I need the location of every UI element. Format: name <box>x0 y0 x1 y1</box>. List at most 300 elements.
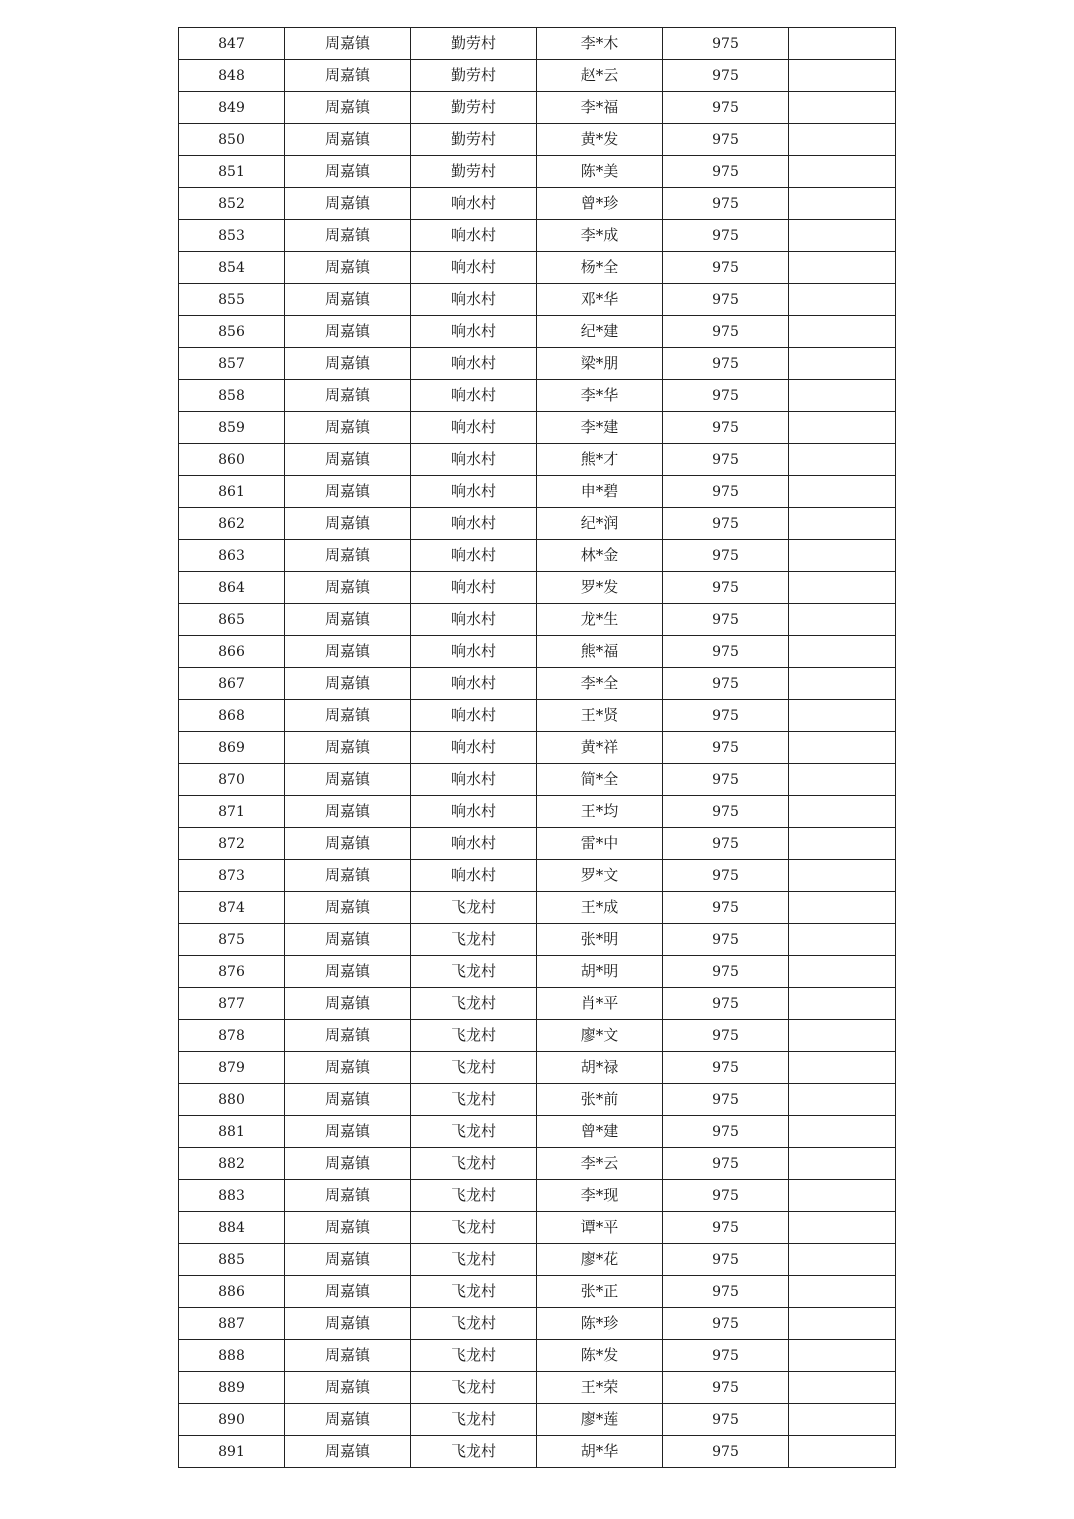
row-number-cell: 874 <box>179 892 285 924</box>
note-cell <box>789 92 896 124</box>
row-number-cell: 851 <box>179 156 285 188</box>
amount-cell: 975 <box>663 1148 789 1180</box>
note-cell <box>789 252 896 284</box>
note-cell <box>789 124 896 156</box>
row-number-cell: 885 <box>179 1244 285 1276</box>
town-cell: 周嘉镇 <box>285 924 411 956</box>
row-number-cell: 865 <box>179 604 285 636</box>
amount-cell: 975 <box>663 572 789 604</box>
row-number-cell: 875 <box>179 924 285 956</box>
table-row <box>179 700 896 732</box>
town-cell: 周嘉镇 <box>285 508 411 540</box>
table-row <box>179 252 896 284</box>
town-cell: 周嘉镇 <box>285 1340 411 1372</box>
table-row <box>179 828 896 860</box>
row-number-cell: 884 <box>179 1212 285 1244</box>
amount-cell: 975 <box>663 1180 789 1212</box>
name-cell: 雷*中 <box>537 828 663 860</box>
row-number-cell: 878 <box>179 1020 285 1052</box>
table-row <box>179 316 896 348</box>
village-cell: 勤劳村 <box>411 124 537 156</box>
village-cell: 飞龙村 <box>411 924 537 956</box>
village-cell: 响水村 <box>411 636 537 668</box>
name-cell: 曾*建 <box>537 1116 663 1148</box>
town-cell: 周嘉镇 <box>285 412 411 444</box>
amount-cell: 975 <box>663 956 789 988</box>
village-cell: 飞龙村 <box>411 1212 537 1244</box>
town-cell: 周嘉镇 <box>285 1276 411 1308</box>
note-cell <box>789 1084 896 1116</box>
table-row <box>179 124 896 156</box>
village-cell: 响水村 <box>411 732 537 764</box>
row-number-cell: 873 <box>179 860 285 892</box>
note-cell <box>789 1308 896 1340</box>
row-number-cell: 864 <box>179 572 285 604</box>
village-cell: 响水村 <box>411 316 537 348</box>
table-row <box>179 956 896 988</box>
table-row <box>179 1020 896 1052</box>
row-number-cell: 876 <box>179 956 285 988</box>
amount-cell: 975 <box>663 220 789 252</box>
note-cell <box>789 892 896 924</box>
amount-cell: 975 <box>663 28 789 60</box>
note-cell <box>789 1372 896 1404</box>
name-cell: 纪*建 <box>537 316 663 348</box>
village-cell: 响水村 <box>411 348 537 380</box>
amount-cell: 975 <box>663 1084 789 1116</box>
name-cell: 王*荣 <box>537 1372 663 1404</box>
name-cell: 胡*明 <box>537 956 663 988</box>
village-cell: 响水村 <box>411 188 537 220</box>
amount-cell: 975 <box>663 412 789 444</box>
name-cell: 李*全 <box>537 668 663 700</box>
village-cell: 响水村 <box>411 540 537 572</box>
note-cell <box>789 1244 896 1276</box>
town-cell: 周嘉镇 <box>285 28 411 60</box>
note-cell <box>789 764 896 796</box>
name-cell: 廖*花 <box>537 1244 663 1276</box>
amount-cell: 975 <box>663 1052 789 1084</box>
town-cell: 周嘉镇 <box>285 860 411 892</box>
note-cell <box>789 1276 896 1308</box>
row-number-cell: 879 <box>179 1052 285 1084</box>
village-cell: 响水村 <box>411 828 537 860</box>
town-cell: 周嘉镇 <box>285 60 411 92</box>
note-cell <box>789 668 896 700</box>
row-number-cell: 889 <box>179 1372 285 1404</box>
town-cell: 周嘉镇 <box>285 316 411 348</box>
name-cell: 熊*才 <box>537 444 663 476</box>
row-number-cell: 856 <box>179 316 285 348</box>
amount-cell: 975 <box>663 348 789 380</box>
amount-cell: 975 <box>663 668 789 700</box>
note-cell <box>789 156 896 188</box>
note-cell <box>789 540 896 572</box>
town-cell: 周嘉镇 <box>285 732 411 764</box>
row-number-cell: 891 <box>179 1436 285 1468</box>
amount-cell: 975 <box>663 924 789 956</box>
row-number-cell: 855 <box>179 284 285 316</box>
town-cell: 周嘉镇 <box>285 92 411 124</box>
town-cell: 周嘉镇 <box>285 1436 411 1468</box>
amount-cell: 975 <box>663 316 789 348</box>
village-cell: 飞龙村 <box>411 1020 537 1052</box>
name-cell: 李*华 <box>537 380 663 412</box>
village-cell: 飞龙村 <box>411 1116 537 1148</box>
name-cell: 陈*发 <box>537 1340 663 1372</box>
village-cell: 飞龙村 <box>411 1276 537 1308</box>
village-cell: 响水村 <box>411 380 537 412</box>
village-cell: 响水村 <box>411 252 537 284</box>
amount-cell: 975 <box>663 124 789 156</box>
village-cell: 勤劳村 <box>411 60 537 92</box>
beneficiary-table <box>178 27 896 1468</box>
town-cell: 周嘉镇 <box>285 1084 411 1116</box>
town-cell: 周嘉镇 <box>285 796 411 828</box>
table-row <box>179 1404 896 1436</box>
town-cell: 周嘉镇 <box>285 252 411 284</box>
note-cell <box>789 1020 896 1052</box>
note-cell <box>789 508 896 540</box>
table-row <box>179 860 896 892</box>
town-cell: 周嘉镇 <box>285 700 411 732</box>
name-cell: 龙*生 <box>537 604 663 636</box>
note-cell <box>789 924 896 956</box>
name-cell: 李*现 <box>537 1180 663 1212</box>
note-cell <box>789 1052 896 1084</box>
name-cell: 李*建 <box>537 412 663 444</box>
town-cell: 周嘉镇 <box>285 956 411 988</box>
note-cell <box>789 572 896 604</box>
row-number-cell: 867 <box>179 668 285 700</box>
note-cell <box>789 956 896 988</box>
note-cell <box>789 220 896 252</box>
amount-cell: 975 <box>663 1404 789 1436</box>
table-row <box>179 1436 896 1468</box>
amount-cell: 975 <box>663 92 789 124</box>
note-cell <box>789 476 896 508</box>
note-cell <box>789 732 896 764</box>
table-row <box>179 988 896 1020</box>
table-row <box>179 28 896 60</box>
name-cell: 黄*发 <box>537 124 663 156</box>
row-number-cell: 872 <box>179 828 285 860</box>
row-number-cell: 888 <box>179 1340 285 1372</box>
note-cell <box>789 1340 896 1372</box>
village-cell: 勤劳村 <box>411 92 537 124</box>
village-cell: 响水村 <box>411 220 537 252</box>
amount-cell: 975 <box>663 284 789 316</box>
table-row <box>179 1244 896 1276</box>
town-cell: 周嘉镇 <box>285 1020 411 1052</box>
village-cell: 响水村 <box>411 604 537 636</box>
town-cell: 周嘉镇 <box>285 444 411 476</box>
amount-cell: 975 <box>663 508 789 540</box>
amount-cell: 975 <box>663 604 789 636</box>
amount-cell: 975 <box>663 60 789 92</box>
table-row <box>179 412 896 444</box>
name-cell: 简*全 <box>537 764 663 796</box>
name-cell: 纪*润 <box>537 508 663 540</box>
name-cell: 王*均 <box>537 796 663 828</box>
table-row <box>179 732 896 764</box>
amount-cell: 975 <box>663 860 789 892</box>
amount-cell: 975 <box>663 1436 789 1468</box>
town-cell: 周嘉镇 <box>285 1404 411 1436</box>
note-cell <box>789 988 896 1020</box>
table-row <box>179 892 896 924</box>
table-row <box>179 444 896 476</box>
row-number-cell: 859 <box>179 412 285 444</box>
town-cell: 周嘉镇 <box>285 348 411 380</box>
name-cell: 王*成 <box>537 892 663 924</box>
name-cell: 申*碧 <box>537 476 663 508</box>
amount-cell: 975 <box>663 380 789 412</box>
table-row <box>179 508 896 540</box>
note-cell <box>789 284 896 316</box>
table-row <box>179 1276 896 1308</box>
table-row <box>179 476 896 508</box>
name-cell: 谭*平 <box>537 1212 663 1244</box>
row-number-cell: 858 <box>179 380 285 412</box>
table-row <box>179 284 896 316</box>
table-row <box>179 92 896 124</box>
village-cell: 飞龙村 <box>411 1308 537 1340</box>
village-cell: 勤劳村 <box>411 156 537 188</box>
row-number-cell: 850 <box>179 124 285 156</box>
name-cell: 林*金 <box>537 540 663 572</box>
name-cell: 熊*福 <box>537 636 663 668</box>
name-cell: 王*贤 <box>537 700 663 732</box>
name-cell: 李*云 <box>537 1148 663 1180</box>
table-body <box>179 28 896 1468</box>
town-cell: 周嘉镇 <box>285 892 411 924</box>
note-cell <box>789 860 896 892</box>
name-cell: 梁*朋 <box>537 348 663 380</box>
amount-cell: 975 <box>663 1116 789 1148</box>
village-cell: 飞龙村 <box>411 1180 537 1212</box>
table-row <box>179 1372 896 1404</box>
village-cell: 响水村 <box>411 476 537 508</box>
table-row <box>179 1212 896 1244</box>
table-row <box>179 220 896 252</box>
village-cell: 飞龙村 <box>411 1404 537 1436</box>
amount-cell: 975 <box>663 764 789 796</box>
note-cell <box>789 828 896 860</box>
note-cell <box>789 348 896 380</box>
name-cell: 李*福 <box>537 92 663 124</box>
village-cell: 飞龙村 <box>411 1372 537 1404</box>
town-cell: 周嘉镇 <box>285 572 411 604</box>
table-row <box>179 380 896 412</box>
note-cell <box>789 1180 896 1212</box>
town-cell: 周嘉镇 <box>285 636 411 668</box>
village-cell: 响水村 <box>411 572 537 604</box>
row-number-cell: 881 <box>179 1116 285 1148</box>
name-cell: 胡*华 <box>537 1436 663 1468</box>
note-cell <box>789 28 896 60</box>
row-number-cell: 883 <box>179 1180 285 1212</box>
row-number-cell: 860 <box>179 444 285 476</box>
note-cell <box>789 796 896 828</box>
row-number-cell: 849 <box>179 92 285 124</box>
row-number-cell: 866 <box>179 636 285 668</box>
row-number-cell: 868 <box>179 700 285 732</box>
town-cell: 周嘉镇 <box>285 1148 411 1180</box>
row-number-cell: 852 <box>179 188 285 220</box>
note-cell <box>789 60 896 92</box>
name-cell: 李*成 <box>537 220 663 252</box>
name-cell: 罗*文 <box>537 860 663 892</box>
table-row <box>179 156 896 188</box>
amount-cell: 975 <box>663 540 789 572</box>
village-cell: 飞龙村 <box>411 1148 537 1180</box>
table-row <box>179 668 896 700</box>
name-cell: 胡*禄 <box>537 1052 663 1084</box>
town-cell: 周嘉镇 <box>285 124 411 156</box>
name-cell: 廖*文 <box>537 1020 663 1052</box>
note-cell <box>789 1148 896 1180</box>
town-cell: 周嘉镇 <box>285 1212 411 1244</box>
name-cell: 陈*美 <box>537 156 663 188</box>
village-cell: 响水村 <box>411 444 537 476</box>
name-cell: 张*明 <box>537 924 663 956</box>
amount-cell: 975 <box>663 252 789 284</box>
town-cell: 周嘉镇 <box>285 1180 411 1212</box>
table-row <box>179 924 896 956</box>
table-row <box>179 540 896 572</box>
village-cell: 响水村 <box>411 700 537 732</box>
town-cell: 周嘉镇 <box>285 828 411 860</box>
amount-cell: 975 <box>663 1340 789 1372</box>
row-number-cell: 886 <box>179 1276 285 1308</box>
town-cell: 周嘉镇 <box>285 604 411 636</box>
name-cell: 张*前 <box>537 1084 663 1116</box>
row-number-cell: 887 <box>179 1308 285 1340</box>
name-cell: 李*木 <box>537 28 663 60</box>
village-cell: 飞龙村 <box>411 1244 537 1276</box>
amount-cell: 975 <box>663 1276 789 1308</box>
town-cell: 周嘉镇 <box>285 1116 411 1148</box>
row-number-cell: 869 <box>179 732 285 764</box>
town-cell: 周嘉镇 <box>285 540 411 572</box>
amount-cell: 975 <box>663 892 789 924</box>
village-cell: 响水村 <box>411 764 537 796</box>
village-cell: 勤劳村 <box>411 28 537 60</box>
amount-cell: 975 <box>663 476 789 508</box>
town-cell: 周嘉镇 <box>285 220 411 252</box>
amount-cell: 975 <box>663 444 789 476</box>
row-number-cell: 870 <box>179 764 285 796</box>
note-cell <box>789 316 896 348</box>
table-row <box>179 1116 896 1148</box>
table-row <box>179 1084 896 1116</box>
amount-cell: 975 <box>663 732 789 764</box>
table-row <box>179 796 896 828</box>
town-cell: 周嘉镇 <box>285 1372 411 1404</box>
amount-cell: 975 <box>663 1372 789 1404</box>
note-cell <box>789 1404 896 1436</box>
amount-cell: 975 <box>663 636 789 668</box>
amount-cell: 975 <box>663 1212 789 1244</box>
row-number-cell: 882 <box>179 1148 285 1180</box>
amount-cell: 975 <box>663 988 789 1020</box>
village-cell: 飞龙村 <box>411 1052 537 1084</box>
village-cell: 响水村 <box>411 796 537 828</box>
table-row <box>179 1340 896 1372</box>
table-row <box>179 1148 896 1180</box>
row-number-cell: 880 <box>179 1084 285 1116</box>
name-cell: 曾*珍 <box>537 188 663 220</box>
note-cell <box>789 700 896 732</box>
village-cell: 飞龙村 <box>411 1084 537 1116</box>
name-cell: 杨*全 <box>537 252 663 284</box>
village-cell: 响水村 <box>411 668 537 700</box>
row-number-cell: 871 <box>179 796 285 828</box>
village-cell: 飞龙村 <box>411 892 537 924</box>
village-cell: 飞龙村 <box>411 988 537 1020</box>
table-row <box>179 1308 896 1340</box>
name-cell: 张*正 <box>537 1276 663 1308</box>
row-number-cell: 890 <box>179 1404 285 1436</box>
town-cell: 周嘉镇 <box>285 668 411 700</box>
amount-cell: 975 <box>663 1244 789 1276</box>
table-row <box>179 572 896 604</box>
village-cell: 响水村 <box>411 860 537 892</box>
name-cell: 陈*珍 <box>537 1308 663 1340</box>
town-cell: 周嘉镇 <box>285 988 411 1020</box>
name-cell: 黄*祥 <box>537 732 663 764</box>
village-cell: 响水村 <box>411 412 537 444</box>
row-number-cell: 877 <box>179 988 285 1020</box>
table-row <box>179 604 896 636</box>
village-cell: 飞龙村 <box>411 1340 537 1372</box>
row-number-cell: 862 <box>179 508 285 540</box>
name-cell: 邓*华 <box>537 284 663 316</box>
row-number-cell: 854 <box>179 252 285 284</box>
name-cell: 廖*莲 <box>537 1404 663 1436</box>
town-cell: 周嘉镇 <box>285 1052 411 1084</box>
amount-cell: 975 <box>663 828 789 860</box>
name-cell: 肖*平 <box>537 988 663 1020</box>
town-cell: 周嘉镇 <box>285 284 411 316</box>
amount-cell: 975 <box>663 188 789 220</box>
town-cell: 周嘉镇 <box>285 1244 411 1276</box>
name-cell: 赵*云 <box>537 60 663 92</box>
note-cell <box>789 604 896 636</box>
town-cell: 周嘉镇 <box>285 156 411 188</box>
table-row <box>179 636 896 668</box>
name-cell: 罗*发 <box>537 572 663 604</box>
row-number-cell: 857 <box>179 348 285 380</box>
village-cell: 飞龙村 <box>411 956 537 988</box>
note-cell <box>789 412 896 444</box>
note-cell <box>789 636 896 668</box>
amount-cell: 975 <box>663 796 789 828</box>
note-cell <box>789 444 896 476</box>
amount-cell: 975 <box>663 1308 789 1340</box>
table-row <box>179 348 896 380</box>
village-cell: 响水村 <box>411 284 537 316</box>
row-number-cell: 861 <box>179 476 285 508</box>
row-number-cell: 847 <box>179 28 285 60</box>
amount-cell: 975 <box>663 700 789 732</box>
note-cell <box>789 1436 896 1468</box>
note-cell <box>789 380 896 412</box>
note-cell <box>789 1116 896 1148</box>
amount-cell: 975 <box>663 1020 789 1052</box>
row-number-cell: 863 <box>179 540 285 572</box>
